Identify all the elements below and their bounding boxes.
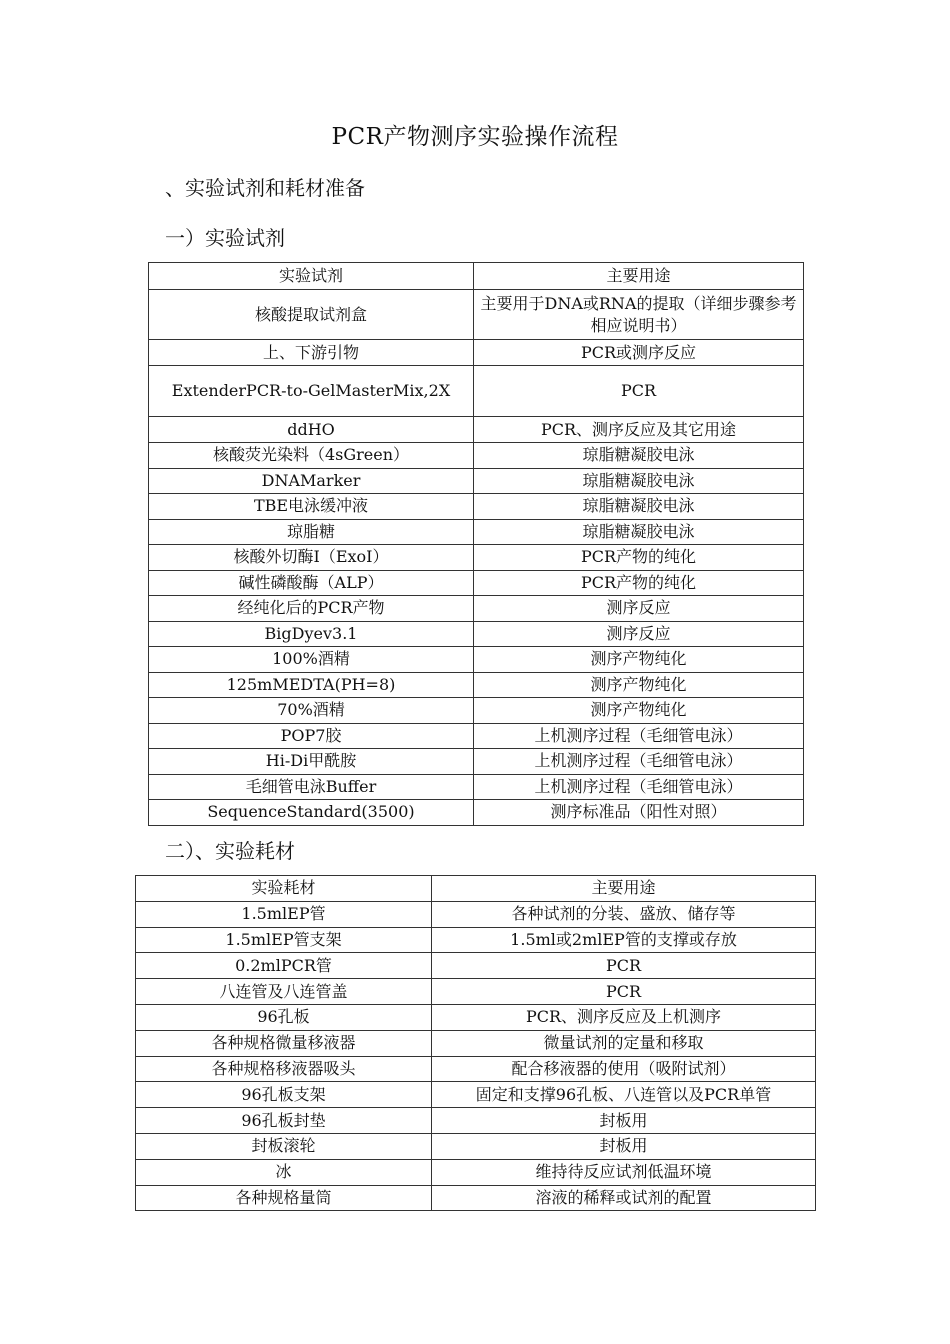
cell-usage: 封板用 bbox=[432, 1108, 816, 1134]
cell-usage: 上机测序过程（毛细管电泳） bbox=[474, 774, 804, 800]
table-row bbox=[149, 800, 804, 826]
cell-item: 70%酒精 bbox=[149, 698, 474, 724]
cell-item: 各种规格微量移液器 bbox=[136, 1030, 432, 1056]
document-title: PCR产物测序实验操作流程 bbox=[331, 124, 619, 150]
cell-item: 96孔板 bbox=[136, 1004, 432, 1030]
table-row bbox=[149, 723, 804, 749]
cell-usage: 琼脂糖凝胶电泳 bbox=[474, 468, 804, 494]
cell-usage: 各种试剂的分装、盛放、储存等 bbox=[432, 901, 816, 927]
table-row bbox=[136, 1108, 816, 1134]
cell-usage: PCR或测序反应 bbox=[474, 340, 804, 366]
table-row bbox=[149, 698, 804, 724]
cell-usage: PCR、测序反应及其它用途 bbox=[474, 417, 804, 443]
cell-item: TBE电泳缓冲液 bbox=[149, 494, 474, 520]
cell-usage: 微量试剂的定量和移取 bbox=[432, 1030, 816, 1056]
table-row bbox=[149, 545, 804, 571]
cell-item: DNAMarker bbox=[149, 468, 474, 494]
header-cell-item: 实验试剂 bbox=[149, 263, 474, 290]
table-row bbox=[136, 953, 816, 979]
cell-item: 核酸荧光染料（4sGreen） bbox=[149, 443, 474, 469]
cell-item: 核酸提取试剂盒 bbox=[149, 290, 474, 340]
table-row bbox=[136, 901, 816, 927]
cell-item: POP7胶 bbox=[149, 723, 474, 749]
cell-usage: PCR bbox=[432, 953, 816, 979]
reagents-table bbox=[148, 262, 804, 826]
cell-item: 经纯化后的PCR产物 bbox=[149, 596, 474, 622]
table-row bbox=[149, 621, 804, 647]
cell-item: 冰 bbox=[136, 1159, 432, 1185]
cell-usage: 测序产物纯化 bbox=[474, 647, 804, 673]
cell-item: 125mMEDTA(PH=8) bbox=[149, 672, 474, 698]
cell-usage: 维持待反应试剂低温环境 bbox=[432, 1159, 816, 1185]
cell-usage: PCR bbox=[432, 979, 816, 1005]
cell-usage: 溶液的稀释或试剂的配置 bbox=[432, 1185, 816, 1211]
cell-item: 八连管及八连管盖 bbox=[136, 979, 432, 1005]
table-row bbox=[149, 417, 804, 443]
table-row bbox=[149, 570, 804, 596]
table-header-row bbox=[149, 263, 804, 290]
table-row bbox=[149, 290, 804, 340]
table-row bbox=[149, 647, 804, 673]
cell-item: 100%酒精 bbox=[149, 647, 474, 673]
cell-item: 0.2mlPCR管 bbox=[136, 953, 432, 979]
cell-usage: 测序反应 bbox=[474, 596, 804, 622]
cell-item: 96孔板支架 bbox=[136, 1082, 432, 1108]
table-row bbox=[136, 1133, 816, 1159]
table-row bbox=[149, 672, 804, 698]
cell-usage: 测序反应 bbox=[474, 621, 804, 647]
cell-usage: 1.5ml或2mlEP管的支撑或存放 bbox=[432, 927, 816, 953]
table-row bbox=[149, 596, 804, 622]
cell-usage: 上机测序过程（毛细管电泳） bbox=[474, 723, 804, 749]
table-row bbox=[136, 1159, 816, 1185]
cell-item: ddHO bbox=[149, 417, 474, 443]
table-row bbox=[149, 774, 804, 800]
header-cell-item: 实验耗材 bbox=[136, 876, 432, 902]
table-row bbox=[136, 1185, 816, 1211]
consumables-table bbox=[135, 875, 816, 1211]
header-cell-usage: 主要用途 bbox=[474, 263, 804, 290]
table-row bbox=[136, 1082, 816, 1108]
section-heading-consumables: 二）、实验耗材 bbox=[165, 839, 295, 863]
table-row bbox=[149, 340, 804, 366]
cell-item: 各种规格量筒 bbox=[136, 1185, 432, 1211]
table-row bbox=[149, 366, 804, 417]
cell-usage: 固定和支撑96孔板、八连管以及PCR单管 bbox=[432, 1082, 816, 1108]
table-row bbox=[136, 927, 816, 953]
cell-usage: PCR、测序反应及上机测序 bbox=[432, 1004, 816, 1030]
table-row bbox=[136, 1004, 816, 1030]
table-header-row bbox=[136, 876, 816, 902]
cell-item: 封板滚轮 bbox=[136, 1133, 432, 1159]
cell-usage: 封板用 bbox=[432, 1133, 816, 1159]
table-row bbox=[136, 979, 816, 1005]
table-row bbox=[149, 494, 804, 520]
cell-item: 96孔板封垫 bbox=[136, 1108, 432, 1134]
section-heading-materials: 、实验试剂和耗材准备 bbox=[165, 176, 365, 200]
cell-item: 上、下游引物 bbox=[149, 340, 474, 366]
table-row bbox=[149, 519, 804, 545]
cell-usage: 琼脂糖凝胶电泳 bbox=[474, 443, 804, 469]
table-row bbox=[149, 468, 804, 494]
cell-usage: 琼脂糖凝胶电泳 bbox=[474, 519, 804, 545]
cell-usage: 测序标准品（阳性对照） bbox=[474, 800, 804, 826]
table-row bbox=[136, 1056, 816, 1082]
section-heading-reagents: 一）实验试剂 bbox=[165, 226, 285, 250]
cell-item: 琼脂糖 bbox=[149, 519, 474, 545]
cell-usage: 琼脂糖凝胶电泳 bbox=[474, 494, 804, 520]
cell-item: SequenceStandard(3500) bbox=[149, 800, 474, 826]
cell-usage: PCR bbox=[474, 366, 804, 417]
cell-usage: 上机测序过程（毛细管电泳） bbox=[474, 749, 804, 775]
cell-item: 毛细管电泳Buffer bbox=[149, 774, 474, 800]
header-cell-usage: 主要用途 bbox=[432, 876, 816, 902]
cell-item: Hi-Di甲酰胺 bbox=[149, 749, 474, 775]
table-row bbox=[136, 1030, 816, 1056]
cell-item: ExtenderPCR-to-GelMasterMix,2X bbox=[149, 366, 474, 417]
cell-usage: PCR产物的纯化 bbox=[474, 545, 804, 571]
table-row bbox=[149, 443, 804, 469]
cell-item: BigDyev3.1 bbox=[149, 621, 474, 647]
cell-usage: PCR产物的纯化 bbox=[474, 570, 804, 596]
cell-usage: 配合移液器的使用（吸附试剂） bbox=[432, 1056, 816, 1082]
cell-item: 各种规格移液器吸头 bbox=[136, 1056, 432, 1082]
cell-usage: 测序产物纯化 bbox=[474, 698, 804, 724]
cell-item: 碱性磷酸酶（ALP） bbox=[149, 570, 474, 596]
cell-item: 1.5mlEP管支架 bbox=[136, 927, 432, 953]
table-row bbox=[149, 749, 804, 775]
cell-usage: 测序产物纯化 bbox=[474, 672, 804, 698]
cell-item: 核酸外切酶I（ExoI） bbox=[149, 545, 474, 571]
cell-usage: 主要用于DNA或RNA的提取（详细步骤参考相应说明书） bbox=[474, 290, 804, 340]
cell-item: 1.5mlEP管 bbox=[136, 901, 432, 927]
